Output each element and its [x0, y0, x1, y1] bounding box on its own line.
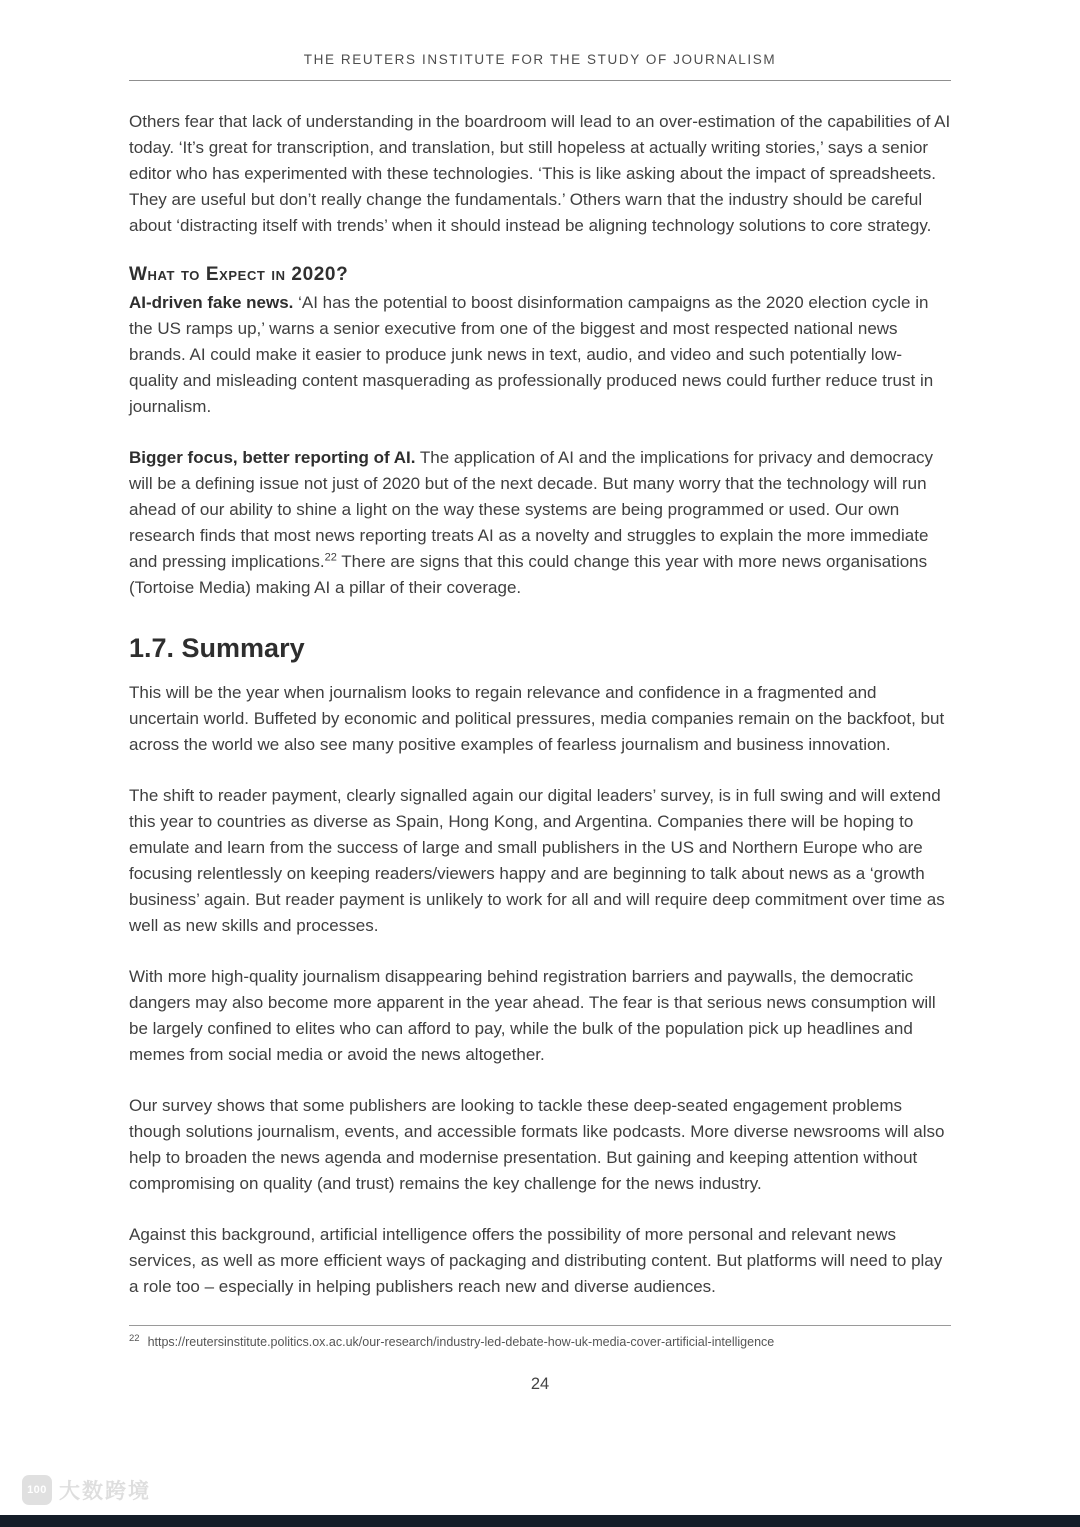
running-header-title: THE REUTERS INSTITUTE FOR THE STUDY OF JOURNALISM [303, 52, 777, 67]
paragraph-lead-fake-news: AI-driven fake news. [129, 293, 294, 312]
paragraph-ai-driven-fake-news [129, 290, 951, 420]
summary-paragraph-4: Our survey shows that some publishers are looking to tackle these deep-seated engagement problems though solutions journalism, events, and accessible formats like podcasts. More diverse newsrooms will also help to broaden the news agenda and modernise presentation. But gaining and keeping attention without compromising on quality (and trust) remains the key challenge for the news industry. [129, 1096, 945, 1193]
intro-paragraph: Others fear that lack of understanding in the boardroom will lead to an over-estimation of the capabilities of AI today. ‘It’s great for transcription, and translation, but still hopeless at actually writing stories,’ says a senior editor who has experimented with these technologies. ‘This is like asking about the impact of spreadsheets. They are useful but don’t really change the fundamentals.’ Others warn that the industry should be careful about ‘distracting itself with trends’ when it should instead be aligning technology solutions to core strategy. [129, 112, 951, 235]
bottom-edge-bar [0, 1515, 1080, 1527]
paragraph-text-fake-news: ‘AI has the potential to boost disinformation campaigns as the 2020 election cycle in the US ramps up,’ warns a senior executive from one of the biggest and most respected national news brands. AI could make it easier to produce junk news in text, audio, and video and such potentially low-quality and misleading content masquerading as professionally produced news could further reduce trust in journalism. [129, 293, 934, 416]
paragraph-text-bigger-focus-after: There are signs that this could change this year with more news organisations (Tortoise Media) making AI a pillar of their coverage. [129, 552, 928, 597]
summary-paragraph-3: With more high-quality journalism disappearing behind registration barriers and paywalls, the democratic dangers may also become more apparent in the year ahead. The fear is that serious news consumption will be largely confined to elites who can afford to pay, while the bulk of the population pick up headlines and memes from social media or avoid the news altogether. [129, 967, 936, 1064]
watermark [22, 1475, 151, 1505]
paragraph-text-bigger-focus-before: The application of AI and the implications for privacy and democracy will be a defining issue not just of 2020 but of the next decade. But many worry that the technology will run ahead of our ability to shine a light on the way these systems are being programmed or used. Our own research finds that most news reporting treats AI as a novelty and struggles to explain the more immediate and pressing implications. [129, 448, 934, 571]
footnote [129, 1325, 951, 1349]
paragraph-lead-bigger-focus: Bigger focus, better reporting of AI. [129, 448, 416, 467]
paragraph-bigger-focus [129, 445, 951, 601]
section-heading-what-to-expect: What to Expect in 2020? [129, 264, 349, 285]
page-number: 24 [530, 1375, 550, 1394]
watermark-logo-icon: 100 [22, 1475, 52, 1505]
footnote-marker: 22 [129, 1333, 140, 1344]
header-rule [129, 80, 951, 81]
footnote-reference-22: 22 [324, 551, 337, 564]
page-content [129, 0, 951, 1394]
summary-paragraph-1: This will be the year when journalism looks to regain relevance and confidence in a fragmented and uncertain world. Buffeted by economic and political pressures, media companies remain on the backfoot, but across the world we also see many positive examples of fearless journalism and business innovation. [129, 683, 945, 754]
watermark-text: 大数跨境 [59, 1480, 151, 1503]
section-heading-summary: 1.7. Summary [129, 633, 305, 663]
summary-paragraph-2: The shift to reader payment, clearly signalled again our digital leaders’ survey, is in full swing and will extend this year to countries as diverse as Spain, Hong Kong, and Argentina. Companies there will be hoping to emulate and learn from the success of large and small publishers in the US and Northern Europe who are focusing relentlessly on keeping readers/viewers happy and are beginning to talk about news as a ‘growth business’ again. But reader payment is unlikely to work for all and will require deep commitment over time as well as new skills and processes. [129, 786, 945, 935]
summary-paragraph-5: Against this background, artificial intelligence offers the possibility of more personal and relevant news services, as well as more efficient ways of packaging and distributing content. But platforms will need to play a role too – especially in helping publishers reach new and diverse audiences. [129, 1225, 943, 1296]
footnote-url-link[interactable]: https://reutersinstitute.politics.ox.ac.uk/our-research/industry-led-debate-how-uk-media-cover-artificial-intelligence [147, 1335, 775, 1350]
